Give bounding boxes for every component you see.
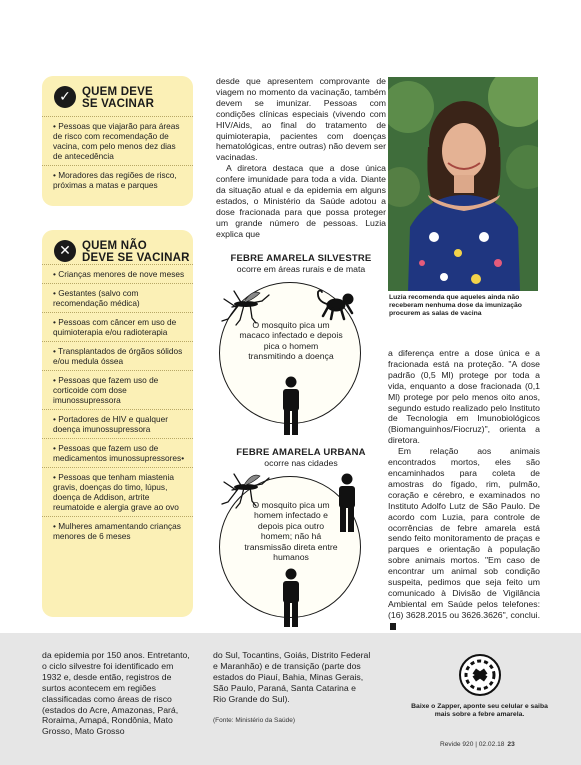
who-should-vaccinate-header: [52, 84, 192, 114]
check-icon: ✓: [54, 86, 76, 108]
who-should-not-vaccinate-list: [42, 264, 193, 545]
who-should-vaccinate-title: QUEM DEVE SE VACINAR: [82, 86, 155, 110]
page-folio: [440, 741, 515, 748]
article-body-column-2: [216, 76, 386, 240]
list-item: • Transplantados de órgãos sólidos e/ou medula óssea: [42, 341, 193, 370]
human-figure-icon: [280, 376, 302, 436]
photo-caption: Luzia recomenda que aqueles ainda não receberam nenhuma dose da imunização procurem as salas de vacina: [389, 294, 522, 318]
diagram-wild-text: O mosquito pica um macaco infectado e depois pica o homem transmitindo a doença: [239, 320, 343, 362]
diagram-wild-subtitle: ocorre em áreas rurais e de mata: [236, 264, 366, 274]
list-item: • Gestantes (salvo com recomendação médica): [42, 283, 193, 312]
mosquito-icon: [218, 470, 270, 510]
article-paragraph: desde que apresentem comprovante de viagem no momento da vacinação, também devem se imunizar. Pessoas com condições clínicas especiais (vivendo com HIV/Aids, ao final do tratamento de quimioterapia, pacientes com doenças hematológicas, entre outras) não devem ser vacinadas.: [216, 76, 386, 163]
list-item: • Pessoas que fazem uso de corticoide com dose imunossupressora: [42, 370, 193, 409]
who-should-vaccinate-box: [42, 76, 193, 206]
diagram-urban-title: FEBRE AMARELA URBANA: [236, 447, 366, 458]
diagram-urban-text: O mosquito pica um homem infectado e depois pica outro homem; não há transmissão direta entre humanos: [244, 500, 338, 563]
list-item: • Pessoas que fazem uso de medicamentos imunossupressores•: [42, 438, 193, 467]
page-number: 23: [507, 741, 515, 748]
footer-text-column-2: do Sul, Tocantins, Goiás, Distrito Federal e Maranhão) e de transição (parte dos estados do Piauí, Bahia, Minas Gerais, São Paulo, Paraná, Santa Catarina e Rio Grande do Sul).: [213, 650, 371, 704]
article-body-column-3: [388, 348, 540, 632]
mosquito-icon: [218, 287, 270, 327]
portrait-illustration: [388, 77, 538, 291]
diagram-urban-heading: [216, 448, 386, 468]
zapper-code-icon[interactable]: [458, 653, 502, 697]
diagram-urban-subtitle: ocorre nas cidades: [264, 458, 338, 468]
article-paragraph: A diretora destaca que a dose única confere imunidade para toda a vida. Diante da situação atual e da epidemia em alguns estados, o Ministério da Saúde adotou a dose fracionada para que possa proteger um grande número de pessoas. Luzia explica que: [216, 163, 386, 239]
article-paragraph-final: [388, 446, 540, 631]
portrait-photo: [388, 77, 538, 291]
list-item: • Pessoas com câncer em uso de quimioterapia e/ou radioterapia: [42, 312, 193, 341]
who-should-vaccinate-list: [42, 116, 193, 194]
issue-info: Revide 920 | 02.02.18: [440, 741, 505, 748]
monkey-icon: [316, 289, 358, 321]
article-paragraph-text: Em relação aos animais encontrados mortos, eles são encaminhados para coleta de amostras do fígado, rim, pulmão, coração e cérebro, e examinados no Instituto Adolfo Lutz de São Paulo. De acordo com Luzia, para controle de ocorrências de febre amarela está sendo feito monitoramento de praças e parques e orientação à população sobre animais mortos. "Em caso de encontrar um animal sob condição suspeita, pedimos que seja feito um comunicado à Divisão de Vigilância Ambiental em Saúde pelos telefones: (16) 3628.2015 ou 3626.3626", conclui.: [388, 446, 540, 620]
footer-text-column-1: da epidemia por 150 anos. Entretanto, o ciclo silvestre foi identificado em 1932 e, desde então, registros de surtos acontecem em regiões classificadas como áreas de risco (estados do Acre, Amazonas, Pará, Roraima, Amapá, Rondônia, Mato Grosso, Mato Grosso: [42, 650, 190, 737]
list-item: • Mulheres amamentando crianças menores de 6 meses: [42, 516, 193, 545]
article-paragraph: a diferença entre a dose única e a fracionada está na proteção. "A dose padrão (0,5 Ml) protege por toda a vida, enquanto a dose fracionada (0,1 Ml) protege por pelo menos oito anos, segundo estudo realizado pelo Instituto de Tecnologia em Imunobiológicos (Biomanguinhos/Fiocruz)", orienta a diretora.: [388, 348, 540, 446]
end-of-article-mark: [390, 623, 396, 630]
human-figure-icon: [280, 568, 302, 628]
zapper-caption: Baixe o Zapper, aponte seu celular e saiba mais sobre a febre amarela.: [411, 703, 548, 719]
source-note: (Fonte: Ministério da Saúde): [213, 717, 296, 724]
list-item: • Moradores das regiões de risco, próximas a matas e parques: [42, 165, 193, 194]
diagram-wild-title: FEBRE AMARELA SILVESTRE: [230, 253, 372, 264]
list-item: • Pessoas que tenham miastenia gravis, doenças do timo, lúpus, doença de Addison, artrite reumatoide e alergia grave ao ovo: [42, 467, 193, 516]
list-item: • Portadores de HIV e qualquer doença imunossupressora: [42, 409, 193, 438]
diagram-wild-heading: [216, 254, 386, 274]
human-figure-icon: [336, 473, 358, 533]
list-item: • Pessoas que viajarão para áreas de risco com recomendação de vacina, com pelo menos dez dias de antecedência: [42, 116, 193, 165]
x-mark-icon: ✕: [54, 240, 76, 262]
who-should-not-vaccinate-title: QUEM NÃO DEVE SE VACINAR: [82, 240, 190, 264]
who-should-not-vaccinate-box: [42, 230, 193, 617]
list-item: • Crianças menores de nove meses: [42, 264, 193, 283]
